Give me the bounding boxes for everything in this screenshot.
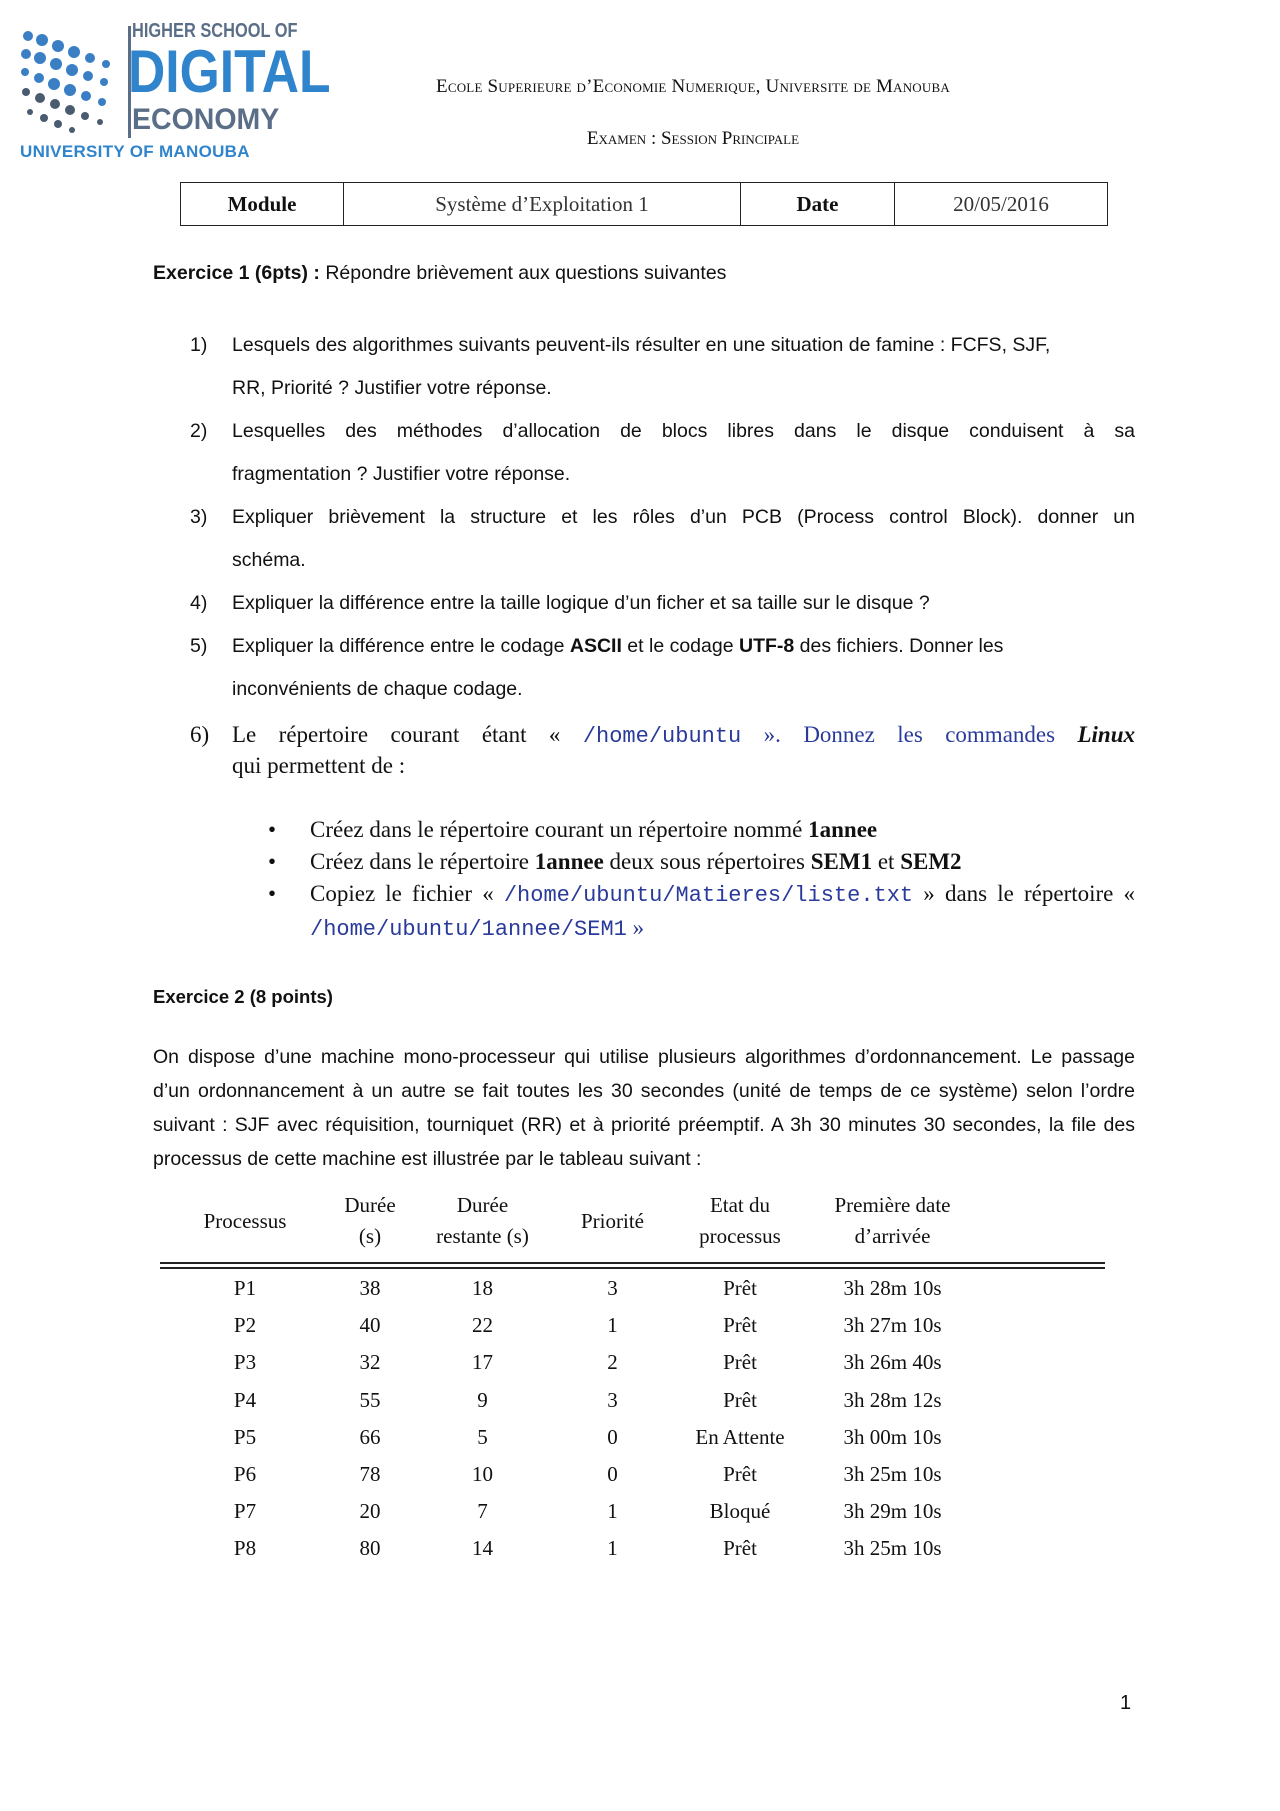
- cell-arrivee: 3h 28m 10s: [843, 1276, 942, 1300]
- header-line: Etat du: [709, 1193, 771, 1217]
- header-line: restante (s): [436, 1224, 529, 1248]
- table-row: [160, 1276, 1105, 1313]
- cell-p: P1: [233, 1276, 257, 1300]
- cell-duree: 80: [359, 1536, 381, 1561]
- header-duree: [330, 1190, 410, 1252]
- header-line: (s): [358, 1224, 382, 1248]
- question-number: 1): [190, 334, 208, 356]
- text-run: et: [872, 849, 901, 874]
- header-restante: [410, 1190, 555, 1252]
- cell-duree: 78: [359, 1462, 381, 1486]
- cell-priorite: 3: [607, 1387, 618, 1412]
- cell-restante: 17: [472, 1350, 493, 1375]
- text-bold: 1annee: [534, 849, 604, 874]
- cell-restante: 18: [472, 1276, 493, 1300]
- cell-p: P6: [233, 1462, 257, 1486]
- cell-duree: 66: [359, 1424, 381, 1449]
- question-number: 4): [190, 592, 208, 614]
- module-label: Module: [181, 183, 344, 226]
- text-run: des fichiers. Donner les: [794, 635, 1004, 657]
- header-rule: [160, 1267, 1105, 1269]
- cell-etat: Prêt: [723, 1536, 757, 1561]
- header-etat: [670, 1190, 810, 1252]
- cell-priorite: 0: [607, 1462, 618, 1486]
- cell-priorite: 1: [607, 1536, 618, 1561]
- cell-duree: 55: [359, 1387, 381, 1412]
- cell-etat: Prêt: [723, 1350, 757, 1375]
- module-table: [180, 182, 1108, 226]
- exercise-1-title: [153, 262, 726, 285]
- cell-arrivee: 3h 25m 10s: [843, 1536, 942, 1561]
- text-run: Créez dans le répertoire courant un répertoire nommé: [310, 817, 809, 842]
- text-run: Le répertoire courant étant «: [232, 722, 561, 747]
- exercise-2-paragraph: On dispose d’une machine mono-processeur qui utilise plusieurs algorithmes d’ordonnancement. Le passage d’un ordonnancement à un autre se fait toutes les 30 secondes (unité de temps de ce système) selon l’ordre suivant : SJF avec réquisition, tourniquet (RR) et à priorité préemptif. A 3h 30 minutes 30 secondes, la file des processus de cette machine est illustrée par le tableau suivant :: [153, 1046, 1135, 1170]
- cell-restante: 9: [477, 1387, 488, 1412]
- path-home-ubuntu: /home/ubuntu: [582, 724, 742, 749]
- table-row: [160, 1388, 1105, 1425]
- cell-p: P8: [233, 1536, 257, 1561]
- cell-etat: Prêt: [723, 1462, 757, 1486]
- question-line: inconvénients de chaque codage.: [232, 678, 523, 700]
- logo-line-3: ECONOMY: [132, 103, 280, 136]
- question-number: 5): [190, 635, 208, 657]
- cell-arrivee: 3h 26m 40s: [843, 1350, 942, 1375]
- header-line: processus: [699, 1224, 781, 1248]
- logo-line-2: DIGITAL: [128, 38, 331, 105]
- cell-duree: 40: [359, 1313, 381, 1338]
- logo-line-1: HIGHER SCHOOL OF: [132, 20, 298, 42]
- table-row: [160, 1425, 1105, 1462]
- cell-duree: 32: [359, 1350, 381, 1375]
- text-run: deux sous répertoires: [603, 849, 811, 874]
- header-line: Première date: [834, 1193, 951, 1217]
- text-run: »: [632, 915, 645, 940]
- cell-arrivee: 3h 25m 10s: [843, 1462, 942, 1486]
- text-run: Créez dans le répertoire: [310, 849, 535, 874]
- bullet-icon: •: [268, 881, 277, 906]
- header-line: Durée: [344, 1193, 396, 1217]
- text-run: Copiez le fichier «: [310, 881, 494, 906]
- text-run: » dans le répertoire «: [923, 881, 1136, 906]
- list-item: [262, 846, 1135, 878]
- header-line: d’arrivée: [854, 1224, 931, 1248]
- bullet-icon: •: [268, 817, 277, 842]
- bullet-icon: •: [268, 849, 277, 874]
- question-line: Lesquelles des méthodes d’allocation de blocs libres dans le disque conduisent à sa: [232, 420, 1135, 442]
- cell-arrivee: 3h 00m 10s: [843, 1424, 942, 1449]
- date-value: 20/05/2016: [895, 183, 1108, 226]
- cell-restante: 10: [472, 1462, 493, 1486]
- text-bold: SEM2: [900, 849, 962, 874]
- question-line: RR, Priorité ? Justifier votre réponse.: [232, 377, 552, 399]
- cell-arrivee: 3h 27m 10s: [843, 1313, 942, 1338]
- cell-p: P3: [233, 1350, 257, 1375]
- logo-line-4: UNIVERSITY OF MANOUBA: [20, 142, 250, 161]
- question-line: fragmentation ? Justifier votre réponse.: [232, 463, 571, 485]
- cell-duree: 20: [359, 1499, 381, 1524]
- cell-priorite: 3: [607, 1276, 618, 1300]
- table-row: [160, 1350, 1105, 1387]
- text-linux: Linux: [1077, 722, 1135, 747]
- text-run: et le codage: [621, 635, 739, 657]
- cell-etat: Bloqué: [709, 1499, 771, 1524]
- cell-restante: 5: [477, 1424, 488, 1449]
- header-rule: [160, 1262, 1105, 1264]
- text-bold-utf8: UTF-8: [738, 635, 795, 657]
- logo-dots-icon: [20, 26, 120, 146]
- cell-priorite: 1: [607, 1313, 618, 1338]
- path-sem1: /home/ubuntu/1annee/SEM1: [310, 917, 627, 942]
- cell-p: P5: [233, 1424, 257, 1449]
- cell-etat: Prêt: [723, 1387, 757, 1412]
- header-processus: Processus: [203, 1209, 287, 1233]
- question-line: schéma.: [232, 549, 306, 571]
- date-label: Date: [741, 183, 895, 226]
- table-row: [160, 1313, 1105, 1350]
- cell-arrivee: 3h 28m 12s: [843, 1387, 942, 1412]
- q6-bullet-list: [262, 814, 1135, 946]
- question-number: 3): [190, 506, 208, 528]
- exercise-1-title-rest: Répondre brièvement aux questions suivantes: [319, 262, 727, 284]
- table-row: [160, 1536, 1105, 1573]
- text-run: ». Donnez les commandes: [763, 722, 1078, 747]
- text-run: qui permettent de :: [232, 753, 406, 778]
- cell-restante: 14: [472, 1536, 493, 1561]
- cell-p: P4: [233, 1387, 257, 1412]
- page-number: 1: [1120, 1692, 1132, 1714]
- cell-p: P7: [233, 1499, 257, 1524]
- question-line: Expliquer brièvement la structure et les rôles d’un PCB (Process control Block). donner un: [232, 506, 1135, 528]
- cell-etat: En Attente: [695, 1424, 785, 1449]
- question-line: Lesquels des algorithmes suivants peuvent-ils résulter en une situation de famine : FCFS, SJF,: [232, 334, 1051, 356]
- cell-priorite: 0: [607, 1424, 618, 1449]
- exercise-1-title-bold: Exercice 1 (6pts) :: [153, 262, 320, 284]
- school-logo: [20, 20, 331, 165]
- table-row: [160, 1462, 1105, 1499]
- question-line: Expliquer la différence entre la taille logique d’un ficher et sa taille sur le disque ?: [232, 592, 930, 614]
- cell-restante: 22: [472, 1313, 493, 1338]
- cell-etat: Prêt: [723, 1276, 757, 1300]
- text-bold: SEM1: [810, 849, 873, 874]
- module-value: Système d’Exploitation 1: [344, 183, 741, 226]
- exercise-2-title: Exercice 2 (8 points): [153, 986, 333, 1007]
- text-bold-ascii: ASCII: [569, 635, 622, 657]
- question-number: 2): [190, 420, 208, 442]
- cell-priorite: 2: [607, 1350, 618, 1375]
- header-line: Durée: [456, 1193, 509, 1217]
- cell-duree: 38: [359, 1276, 381, 1300]
- cell-etat: Prêt: [723, 1313, 757, 1338]
- cell-priorite: 1: [607, 1499, 618, 1524]
- header-arrivee: [810, 1190, 975, 1252]
- header-priorite: Priorité: [581, 1209, 644, 1233]
- cell-arrivee: 3h 29m 10s: [843, 1499, 942, 1524]
- text-bold: 1annee: [808, 817, 878, 842]
- list-item: [262, 878, 1135, 946]
- table-row: [160, 1499, 1105, 1536]
- question-number: 6): [190, 722, 210, 747]
- cell-p: P2: [233, 1313, 257, 1338]
- exam-session: Examen : Session Principale: [586, 128, 800, 149]
- list-item: [262, 814, 1135, 846]
- question-line: [232, 625, 1135, 668]
- school-name: Ecole Superieure d’Economie Numerique, Universite de Manouba: [436, 76, 950, 97]
- text-run: Expliquer la différence entre le codage: [232, 635, 570, 657]
- cell-restante: 7: [477, 1499, 488, 1524]
- path-liste-txt: /home/ubuntu/Matieres/liste.txt: [503, 883, 914, 908]
